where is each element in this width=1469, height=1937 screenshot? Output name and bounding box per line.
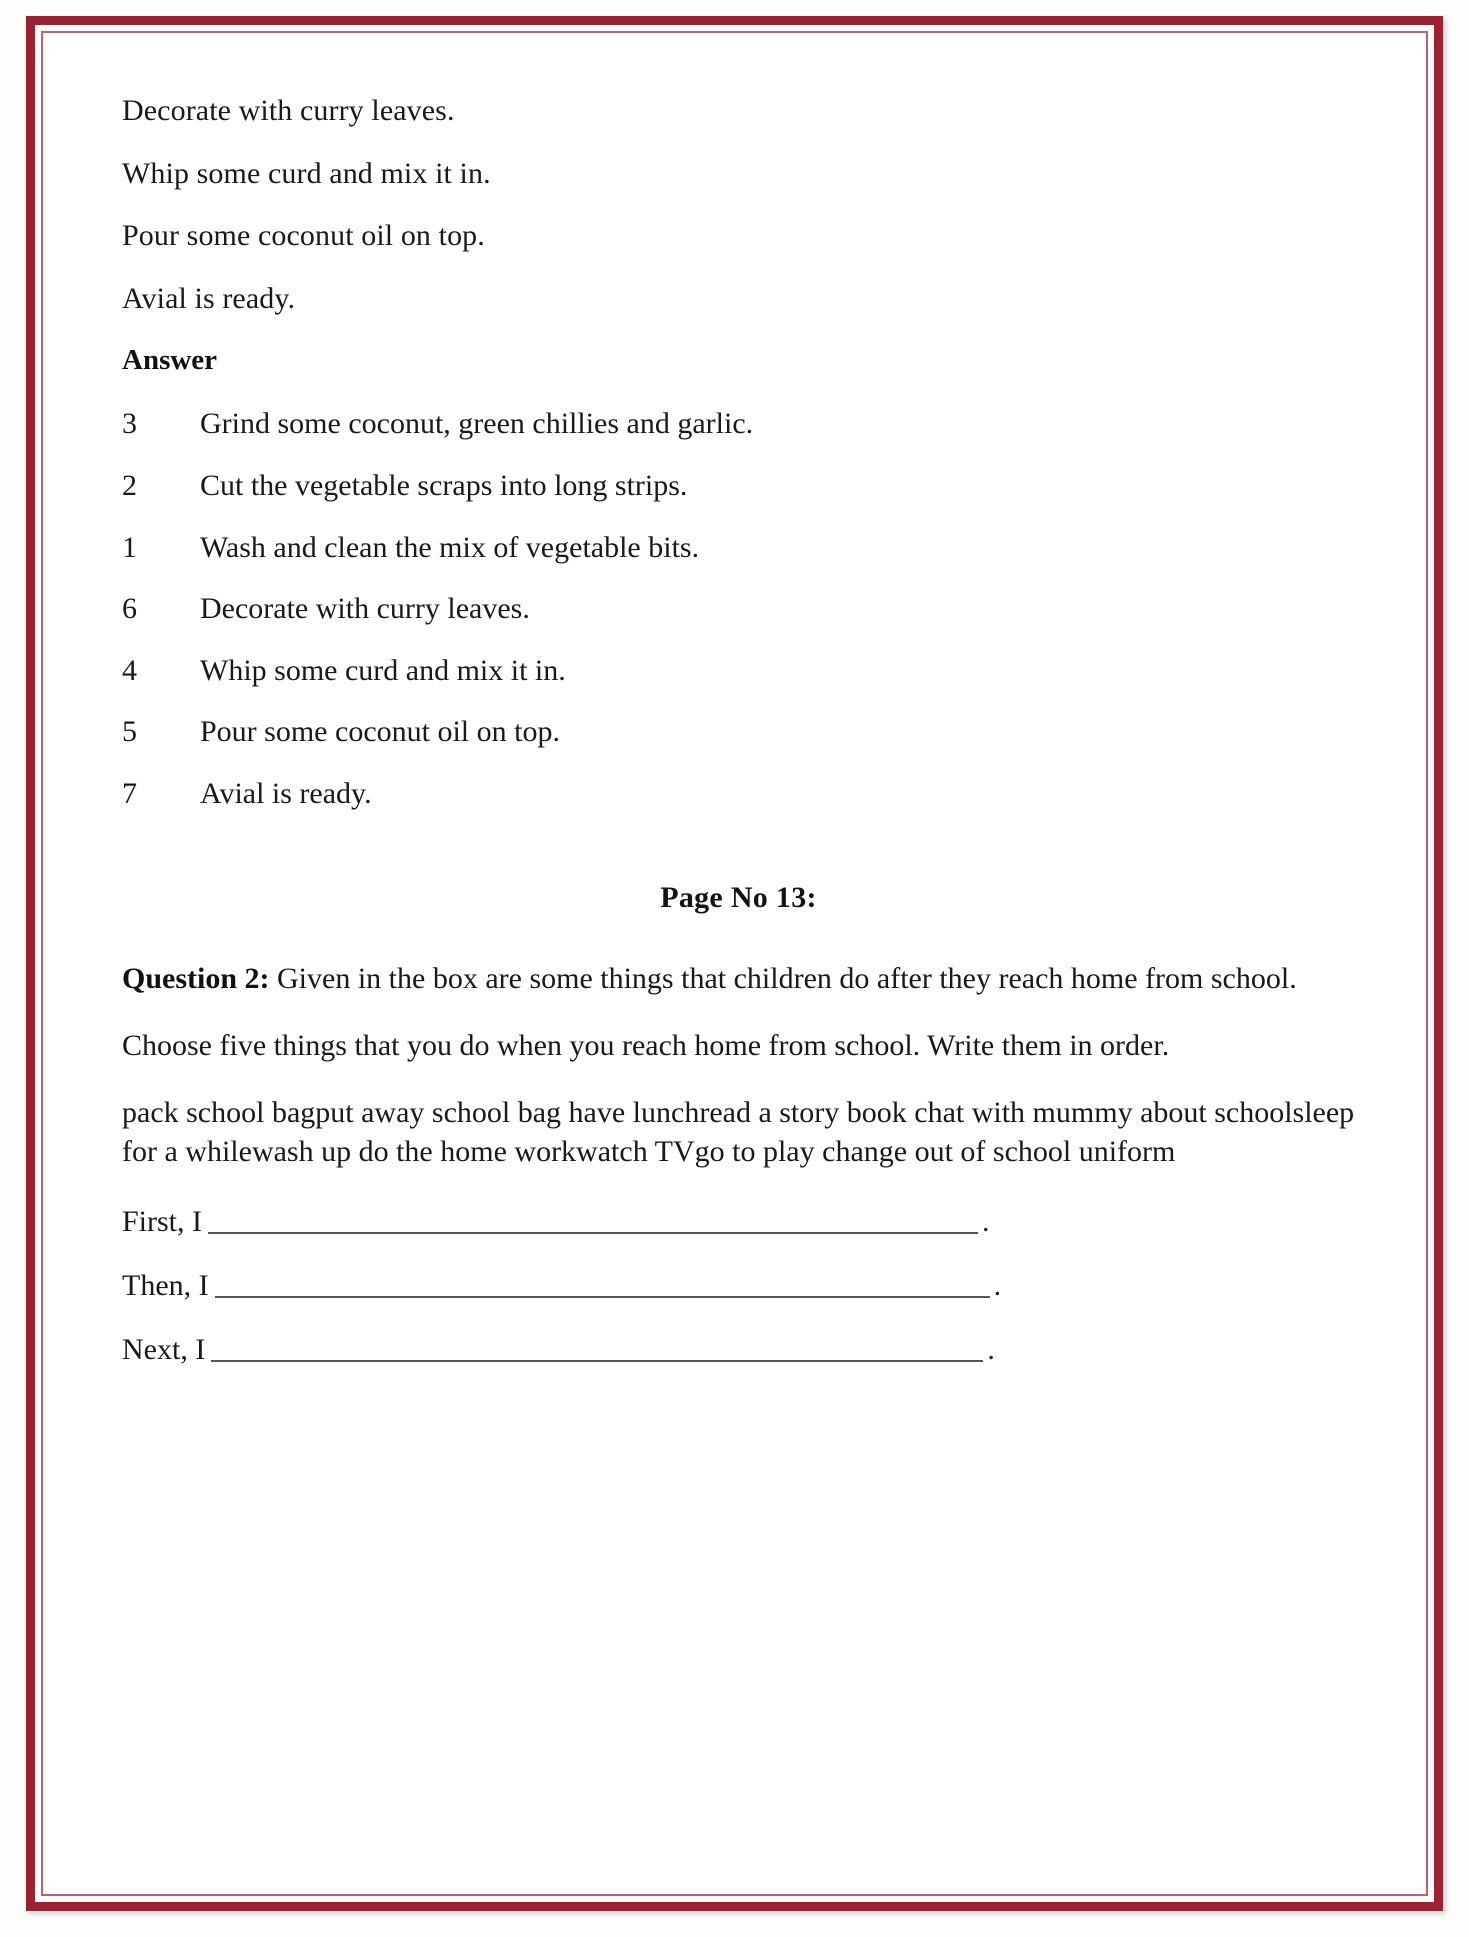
blank-input-line[interactable] — [208, 1206, 978, 1234]
answer-item-number: 2 — [122, 468, 137, 502]
question-label: Question 2: — [122, 961, 270, 995]
blank-label: First, I — [122, 1204, 203, 1238]
list-item — [122, 592, 1355, 626]
question-paragraph — [122, 959, 1355, 998]
answer-item-text: Wash and clean the mix of vegetable bits. — [200, 530, 700, 564]
list-item — [122, 777, 1355, 811]
recipe-step-line: Avial is ready. — [122, 281, 296, 315]
recipe-step-line: Decorate with curry leaves. — [122, 94, 455, 127]
answer-item-number: 5 — [122, 715, 137, 749]
page-number-heading: Page No 13: — [660, 880, 817, 914]
answer-item-text: Avial is ready. — [200, 776, 372, 810]
blank-terminator: . — [987, 1332, 995, 1366]
blank-terminator: . — [982, 1204, 990, 1238]
list-item — [122, 531, 1355, 565]
page-content — [44, 34, 1425, 1893]
blank-terminator: . — [993, 1268, 1002, 1302]
blank-label: Then, I — [122, 1268, 209, 1302]
answer-heading: Answer — [122, 344, 218, 377]
answer-item-text: Whip some curd and mix it in. — [200, 653, 566, 687]
blank-input-line[interactable] — [211, 1334, 983, 1362]
list-item — [122, 654, 1355, 688]
answer-item-number: 3 — [122, 407, 137, 441]
instruction-paragraph: Choose five things that you do when you reach home from school. Write them in order. — [122, 1028, 1170, 1062]
blank-row-first — [122, 1205, 1355, 1239]
blank-row-next — [122, 1333, 1355, 1367]
blank-input-line[interactable] — [215, 1270, 990, 1298]
answer-item-number: 4 — [122, 653, 137, 687]
answer-item-text: Decorate with curry leaves. — [200, 592, 530, 626]
question-prompt: Given in the box are some things that children do after they reach home from school. — [269, 961, 1297, 995]
answer-item-number: 7 — [122, 776, 137, 810]
answer-item-number: 1 — [122, 530, 137, 564]
recipe-step-line: Whip some curd and mix it in. — [122, 156, 491, 190]
answer-item-text: Pour some coconut oil on top. — [200, 715, 560, 749]
list-item — [122, 407, 1355, 441]
answer-list — [122, 407, 1355, 810]
word-box-text: pack school bagput away school bag have lunchread a story book chat with mummy about schoolsleep for a whilewash up do the home workwatch TVgo to play change out of school uniform — [122, 1095, 1355, 1168]
blank-label: Next, I — [122, 1332, 206, 1366]
recipe-step-line: Pour some coconut oil on top. — [122, 219, 485, 253]
answer-item-number: 6 — [122, 592, 137, 626]
answer-item-text: Cut the vegetable scraps into long strips. — [200, 468, 688, 502]
answer-item-text: Grind some coconut, green chillies and garlic. — [200, 407, 754, 441]
blank-row-then — [122, 1269, 1355, 1303]
list-item — [122, 715, 1355, 749]
list-item — [122, 469, 1355, 503]
